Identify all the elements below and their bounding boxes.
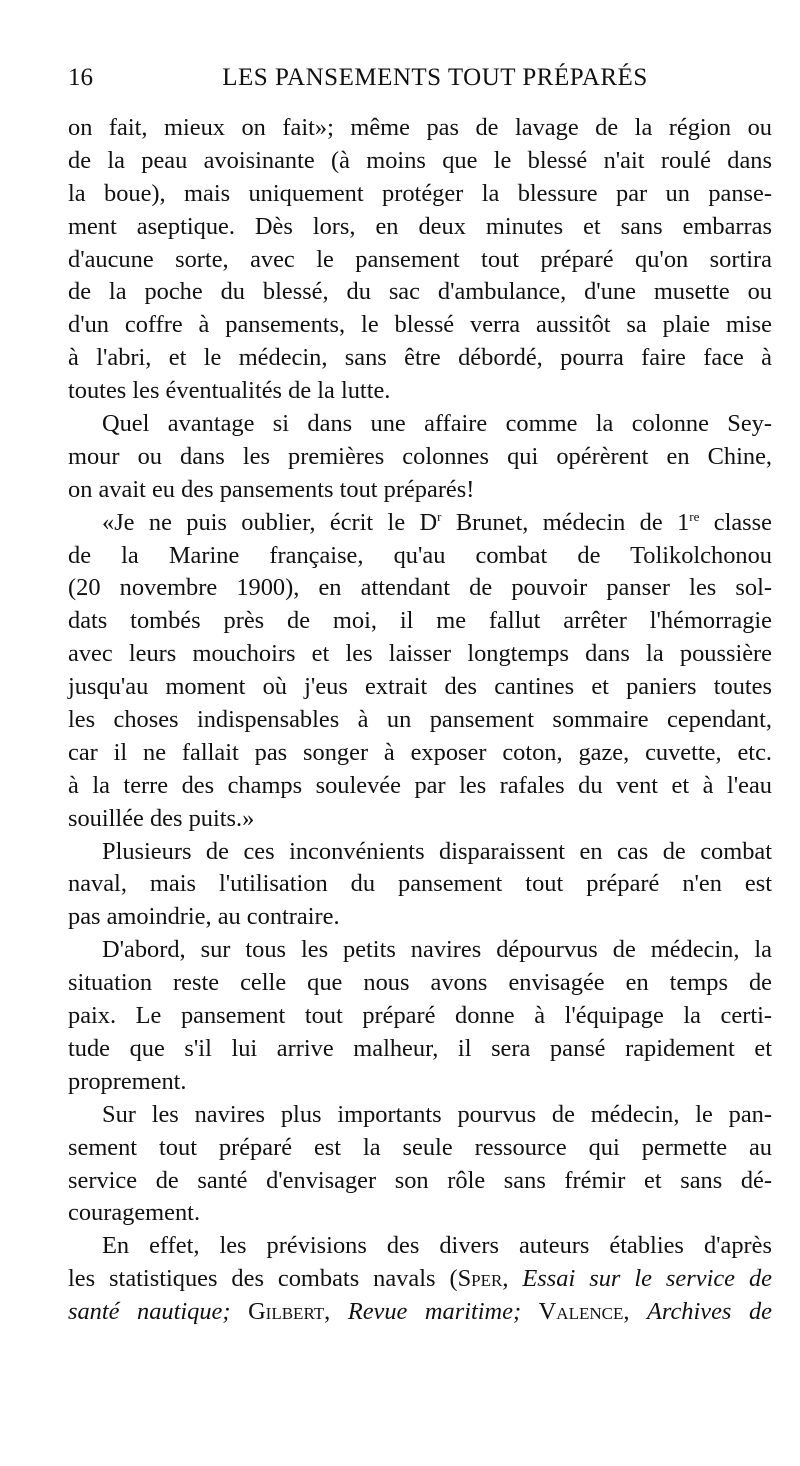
text-line: à la terre des champs soulevée par les rafales du vent et à l'eau: [68, 771, 772, 799]
text-line: tude que s'il lui arrive malheur, il sera pansé rapidement et: [68, 1034, 772, 1062]
text-line: Plusieurs de ces inconvénients disparaissent en cas de combat: [102, 837, 772, 865]
text-line: avec leurs mouchoirs et les laisser longtemps dans la poussière: [68, 640, 772, 668]
text-line: souillée des puits.»: [68, 804, 255, 832]
text-line: la boue), mais uniquement protéger la blessure par un panse-: [68, 179, 772, 207]
text-line: [68, 1296, 772, 1329]
page-body: [68, 112, 772, 1329]
text-line: sement tout préparé est la seule ressource qui permette au: [68, 1133, 772, 1161]
text-line: dats tombés près de moi, il me fallut arrêter l'hémorragie: [68, 607, 772, 635]
text-run: ,: [623, 1298, 647, 1326]
text-line: [68, 507, 772, 540]
quotation-paragraph: [68, 507, 772, 836]
text-run: Brunet, médecin de 1: [441, 508, 690, 536]
text-run: [231, 1298, 249, 1325]
work-title: Archives de: [647, 1298, 772, 1326]
paragraph: [68, 1230, 772, 1329]
text-line: de la peau avoisinante (à moins que le blessé n'ait roulé dans: [68, 146, 772, 174]
paragraph: [68, 112, 772, 408]
text-run: «Je ne puis oublier, écrit le D: [102, 508, 438, 536]
text-line: d'aucune sorte, avec le pansement tout préparé qu'on sortira: [68, 245, 772, 273]
text-line: de la Marine française, qu'au combat de Tolikolchonou: [68, 541, 772, 569]
text-line: mour ou dans les premières colonnes qui opérèrent en Chine,: [68, 442, 772, 470]
text-run: classe: [699, 508, 772, 536]
paragraph: [68, 408, 772, 507]
paragraph: [68, 1099, 772, 1231]
superscript: r: [437, 508, 442, 524]
text-line: on avait eu des pansements tout préparés!: [68, 475, 475, 503]
text-line: les choses indispensables à un pansement sommaire cependant,: [68, 706, 772, 734]
paragraph: [68, 934, 772, 1098]
text-run: ,: [502, 1265, 523, 1293]
text-line: [68, 1263, 772, 1296]
text-line: couragement.: [68, 1199, 201, 1227]
text-line: D'abord, sur tous les petits navires dépourvus de médecin, la: [102, 936, 772, 964]
author-name: Valence: [538, 1298, 624, 1326]
text-run: les statistiques des combats navals (: [68, 1265, 458, 1293]
text-line: (20 novembre 1900), en attendant de pouvoir panser les sol-: [68, 574, 772, 602]
author-name: Gilbert: [248, 1298, 325, 1326]
text-line: jusqu'au moment où j'eus extrait des cantines et paniers toutes: [68, 673, 772, 701]
text-line: situation reste celle que nous avons envisagée en temps de: [68, 969, 772, 997]
superscript: re: [689, 508, 700, 524]
text-line: on fait, mieux on fait»; même pas de lavage de la région ou: [68, 114, 772, 141]
text-line: pas amoindrie, au contraire.: [68, 903, 340, 931]
text-line: de la poche du blessé, du sac d'ambulance, d'une musette ou: [68, 278, 772, 306]
text-line: paix. Le pansement tout préparé donne à l'équipage la certi-: [68, 1002, 772, 1030]
text-line: proprement.: [68, 1067, 187, 1095]
paragraph: [68, 836, 772, 935]
text-run: [521, 1298, 539, 1325]
page-number: 16: [68, 64, 93, 91]
text-line: toutes les éventualités de la lutte.: [68, 377, 391, 405]
text-run: ,: [324, 1298, 348, 1326]
text-line: car il ne fallait pas songer à exposer coton, gaze, cuvette, etc.: [68, 738, 772, 766]
text-line: naval, mais l'utilisation du pansement tout préparé n'en est: [68, 870, 772, 898]
text-line: En effet, les prévisions des divers auteurs établies d'après: [102, 1232, 772, 1260]
work-title: Essai sur le service de: [522, 1265, 772, 1293]
text-line: d'un coffre à pansements, le blessé verra aussitôt sa plaie mise: [68, 311, 772, 339]
text-line: ment aseptique. Dès lors, en deux minutes et sans embarras: [68, 212, 772, 240]
text-line: à l'abri, et le médecin, sans être débordé, pourra faire face à: [68, 344, 772, 372]
text-line: Sur les navires plus importants pourvus de médecin, le pan-: [102, 1100, 772, 1128]
author-name: Sper: [457, 1265, 503, 1293]
running-title: LES PANSEMENTS TOUT PRÉPARÉS: [222, 64, 648, 91]
text-line: service de santé d'envisager son rôle sans frémir et sans dé-: [68, 1166, 772, 1194]
page-header: [68, 64, 772, 96]
text-line: Quel avantage si dans une affaire comme la colonne Sey-: [102, 410, 772, 438]
work-title: Revue maritime;: [347, 1298, 522, 1326]
work-title: santé nautique;: [68, 1298, 231, 1326]
